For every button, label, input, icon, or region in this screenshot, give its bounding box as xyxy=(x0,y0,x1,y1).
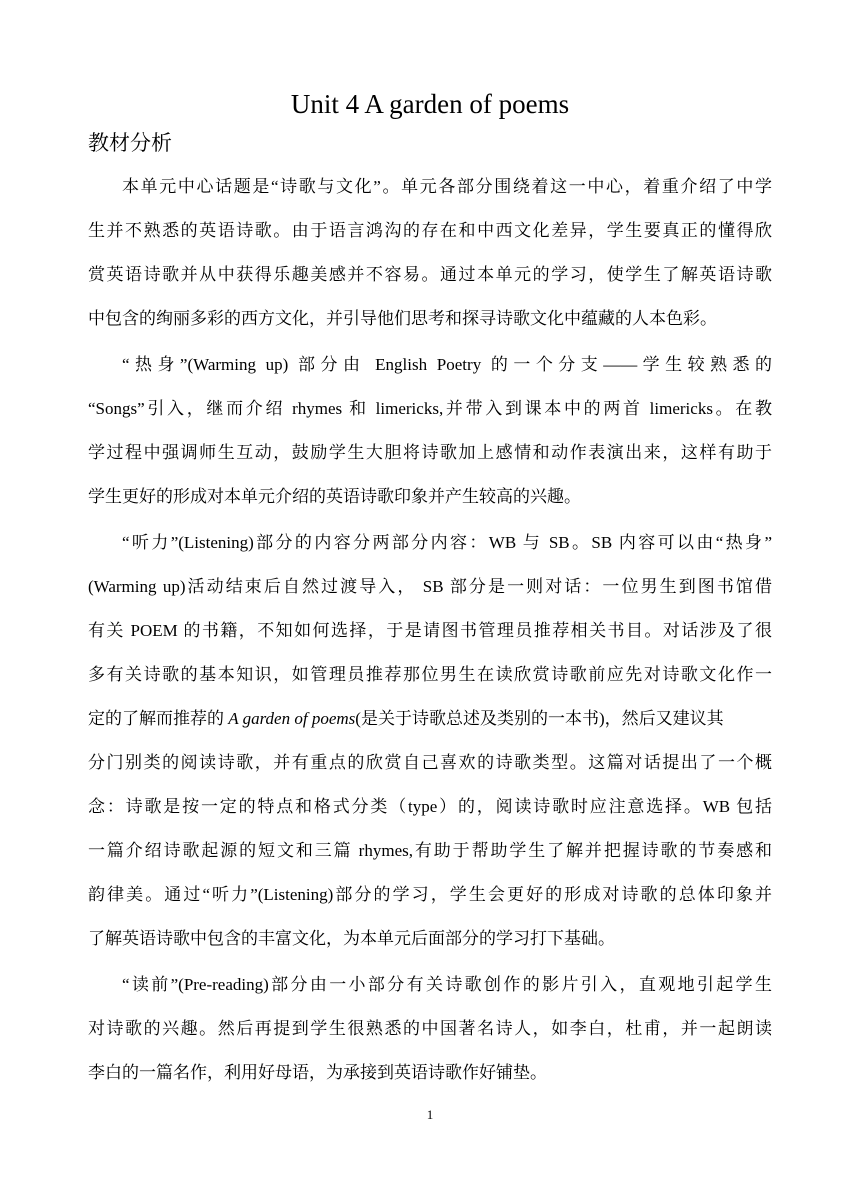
paragraph-line: 本单元中心话题是“诗歌与文化”。单元各部分围绕着这一中心，着重介绍了中学 xyxy=(122,177,772,196)
paragraph-line: 生并不熟悉的英语诗歌。由于语言鸿沟的存在和中西文化差异，学生要真正的懂得欣 xyxy=(88,221,772,240)
paragraph-line: 了解英语诗歌中包含的丰富文化，为本单元后面部分的学习打下基础。 xyxy=(88,929,615,948)
paragraph-line: 有关 POEM 的书籍，不知如何选择，于是请图书管理员推荐相关书目。对话涉及了很 xyxy=(88,621,772,640)
paragraph-line: 中包含的绚丽多彩的西方文化，并引导他们思考和探寻诗歌文化中蕴藏的人本色彩。 xyxy=(88,309,717,328)
paragraph-line: 一篇介绍诗歌起源的短文和三篇 rhymes,有助于帮助学生了解并把握诗歌的节奏感和 xyxy=(88,841,772,860)
document-title: Unit 4 A garden of poems xyxy=(290,89,570,119)
paragraph-line: “听力”(Listening)部分的内容分两部分内容：WB 与 SB。SB 内容可以由“热身” xyxy=(122,533,772,552)
page-number: 1 xyxy=(426,1107,434,1122)
paragraph-line: “Songs”引入，继而介绍 rhymes 和 limericks,并带入到课本中的两首 limericks。在教 xyxy=(88,399,772,418)
paragraph-line: “热身”(Warming up) 部分由 English Poetry 的一个分支——学生较熟悉的 xyxy=(122,355,772,374)
paragraph-line: 分门别类的阅读诗歌，并有重点的欣赏自己喜欢的诗歌类型。这篇对话提出了一个概 xyxy=(88,753,772,772)
section-heading: 教材分析 xyxy=(88,131,172,155)
paragraph-line: 念：诗歌是按一定的特点和格式分类（type）的，阅读诗歌时应注意选择。WB 包括 xyxy=(88,797,772,816)
paragraph-line: 李白的一篇名作，利用好母语，为承接到英语诗歌作好铺垫。 xyxy=(88,1063,547,1082)
paragraph-line xyxy=(88,704,772,734)
paragraph-line: 赏英语诗歌并从中获得乐趣美感并不容易。通过本单元的学习，使学生了解英语诗歌 xyxy=(88,265,772,284)
paragraph-line: “读前”(Pre-reading)部分由一小部分有关诗歌创作的影片引入，直观地引起学生 xyxy=(122,975,772,994)
paragraph-line: 多有关诗歌的基本知识，如管理员推荐那位男生在读欣赏诗歌前应先对诗歌文化作一 xyxy=(88,665,772,684)
book-title-italic: A garden of poems xyxy=(228,709,356,728)
paragraph-line: 学生更好的形成对本单元介绍的英语诗歌印象并产生较高的兴趣。 xyxy=(88,487,581,506)
line-text: (是关于诗歌总述及类别的一本书)，然后又建议其 xyxy=(355,709,724,728)
paragraph-line: (Warming up)活动结束后自然过渡导入， SB 部分是一则对话：一位男生到图书馆借 xyxy=(88,577,772,596)
line-text: 定的了解而推荐的 xyxy=(88,709,229,728)
paragraph-line: 对诗歌的兴趣。然后再提到学生很熟悉的中国著名诗人，如李白，杜甫，并一起朗读 xyxy=(88,1019,772,1038)
paragraph-line: 韵律美。通过“听力”(Listening)部分的学习，学生会更好的形成对诗歌的总体印象并 xyxy=(88,885,772,904)
paragraph-line: 学过程中强调师生互动，鼓励学生大胆将诗歌加上感情和动作表演出来，这样有助于 xyxy=(88,443,772,462)
